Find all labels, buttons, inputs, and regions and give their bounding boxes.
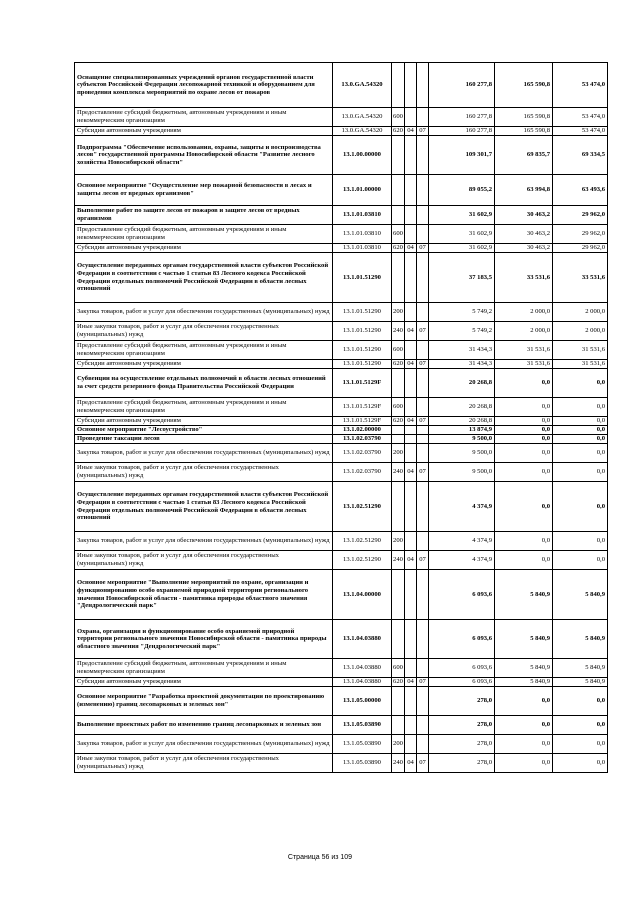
table-row [75, 127, 608, 136]
row-name: Иные закупки товаров, работ и услуг для обеспечения государственных (муниципальных) нужд [75, 551, 333, 570]
subsection-code [417, 225, 429, 244]
section-code [405, 687, 417, 716]
target-article-code: 13.1.05.00000 [333, 687, 392, 716]
amount-year-2: 63 994,8 [495, 175, 553, 206]
table-row [75, 303, 608, 322]
amount-year-1: 278,0 [429, 754, 495, 773]
section-code: 04 [405, 244, 417, 253]
amount-year-2: 5 840,9 [495, 659, 553, 678]
target-article-code: 13.1.05.03890 [333, 716, 392, 735]
target-article-code: 13.1.02.51290 [333, 532, 392, 551]
amount-year-1: 13 874,9 [429, 426, 495, 435]
expense-type-code [392, 620, 405, 659]
amount-year-1: 160 277,8 [429, 127, 495, 136]
amount-year-2: 5 840,9 [495, 570, 553, 620]
section-code [405, 444, 417, 463]
expense-type-code [392, 175, 405, 206]
subsection-code [417, 687, 429, 716]
section-code [405, 108, 417, 127]
expense-type-code: 240 [392, 322, 405, 341]
amount-year-3: 5 840,9 [553, 570, 608, 620]
row-name: Оснащение специализированных учреждений органов государственной власти субъектов Российской Федерации лесопожарной техникой и оборудованием для проведения комплекса мероприятий по охране лесов от пожаров [75, 63, 333, 108]
target-article-code: 13.1.02.03790 [333, 435, 392, 444]
expense-type-code [392, 435, 405, 444]
table-row [75, 570, 608, 620]
amount-year-1: 9 500,0 [429, 444, 495, 463]
amount-year-3: 31 531,6 [553, 360, 608, 369]
amount-year-2: 30 463,2 [495, 206, 553, 225]
amount-year-3: 29 962,0 [553, 206, 608, 225]
subsection-code: 07 [417, 417, 429, 426]
table-row [75, 175, 608, 206]
row-name: Закупка товаров, работ и услуг для обеспечения государственных (муниципальных) нужд [75, 444, 333, 463]
amount-year-3: 2 000,0 [553, 322, 608, 341]
expense-type-code: 600 [392, 225, 405, 244]
expense-type-code: 200 [392, 532, 405, 551]
amount-year-3: 69 334,5 [553, 136, 608, 175]
subsection-code [417, 136, 429, 175]
amount-year-3: 0,0 [553, 444, 608, 463]
amount-year-3: 53 474,0 [553, 108, 608, 127]
amount-year-1: 5 749,2 [429, 322, 495, 341]
section-code: 04 [405, 678, 417, 687]
section-code: 04 [405, 360, 417, 369]
expense-type-code [392, 716, 405, 735]
row-name: Иные закупки товаров, работ и услуг для обеспечения государственных (муниципальных) нужд [75, 322, 333, 341]
amount-year-2: 0,0 [495, 532, 553, 551]
section-code [405, 136, 417, 175]
amount-year-1: 5 749,2 [429, 303, 495, 322]
target-article-code: 13.1.02.51290 [333, 482, 392, 532]
table-row [75, 482, 608, 532]
row-name: Охрана, организация и функционирование особо охраняемой природной территории регионального значения Новосибирской области - памятника природы областного значения "Дендрологический парк" [75, 620, 333, 659]
section-code [405, 620, 417, 659]
amount-year-1: 20 268,8 [429, 369, 495, 398]
amount-year-2: 0,0 [495, 716, 553, 735]
section-code: 04 [405, 127, 417, 136]
subsection-code [417, 716, 429, 735]
table-row [75, 63, 608, 108]
amount-year-2: 30 463,2 [495, 244, 553, 253]
subsection-code: 07 [417, 322, 429, 341]
amount-year-3: 5 840,9 [553, 678, 608, 687]
amount-year-2: 165 590,8 [495, 63, 553, 108]
subsection-code [417, 532, 429, 551]
amount-year-1: 160 277,8 [429, 63, 495, 108]
table-row [75, 435, 608, 444]
section-code [405, 369, 417, 398]
row-name: Основное мероприятие "Лесоустройство" [75, 426, 333, 435]
target-article-code: 13.0.GA.54320 [333, 127, 392, 136]
amount-year-2: 5 840,9 [495, 620, 553, 659]
table-row [75, 426, 608, 435]
section-code [405, 398, 417, 417]
subsection-code [417, 482, 429, 532]
subsection-code [417, 206, 429, 225]
row-name: Осуществление переданных органам государственной власти субъектов Российской Федерации в соответствии с частью 1 статьи 83 Лесного кодекса Российской Федерации отдельных полномочий Российской Федерации в области лесных отношений [75, 482, 333, 532]
target-article-code: 13.1.01.5129F [333, 398, 392, 417]
target-article-code: 13.1.01.51290 [333, 253, 392, 303]
section-code [405, 570, 417, 620]
table-row [75, 206, 608, 225]
row-name: Выполнение работ по защите лесов от пожаров и защите лесов от вредных организмов [75, 206, 333, 225]
table-row [75, 360, 608, 369]
amount-year-3: 53 474,0 [553, 63, 608, 108]
row-name: Предоставление субсидий бюджетным, автономным учреждениям и иным некоммерческим организациям [75, 341, 333, 360]
expense-type-code: 600 [392, 108, 405, 127]
amount-year-3: 0,0 [553, 532, 608, 551]
expense-type-code: 240 [392, 754, 405, 773]
section-code: 04 [405, 417, 417, 426]
expense-type-code [392, 687, 405, 716]
amount-year-3: 0,0 [553, 687, 608, 716]
subsection-code: 07 [417, 678, 429, 687]
table-row [75, 136, 608, 175]
amount-year-2: 165 590,8 [495, 108, 553, 127]
amount-year-3: 0,0 [553, 754, 608, 773]
amount-year-1: 9 500,0 [429, 463, 495, 482]
expense-type-code [392, 136, 405, 175]
amount-year-3: 0,0 [553, 482, 608, 532]
target-article-code: 13.0.GA.54320 [333, 108, 392, 127]
target-article-code: 13.1.04.03880 [333, 678, 392, 687]
subsection-code: 07 [417, 244, 429, 253]
expense-type-code: 620 [393, 678, 403, 686]
subsection-code: 07 [417, 360, 429, 369]
row-name: Субвенции на осуществление отдельных полномочий в области лесных отношений за счет средств резервного фонда Правительства Российской Федерации [75, 369, 333, 398]
row-name: Основное мероприятие "Разработка проектной документации по проектированию (изменению) границ лесопарковых и зеленых зон" [75, 687, 333, 716]
expense-type-code: 600 [392, 659, 405, 678]
section-code [405, 303, 417, 322]
row-name: Субсидии автономным учреждениям [75, 678, 333, 687]
expense-type-code [392, 482, 405, 532]
amount-year-2: 31 531,6 [495, 360, 553, 369]
amount-year-3: 29 962,0 [553, 244, 608, 253]
amount-year-2: 0,0 [495, 551, 553, 570]
amount-year-3: 29 962,0 [553, 225, 608, 244]
row-name: Закупка товаров, работ и услуг для обеспечения государственных (муниципальных) нужд [75, 735, 333, 754]
amount-year-1: 278,0 [429, 735, 495, 754]
budget-table [74, 62, 608, 773]
amount-year-1: 4 374,9 [429, 532, 495, 551]
target-article-code: 13.1.04.03880 [333, 659, 392, 678]
expense-type-code: 620 [393, 244, 403, 252]
target-article-code: 13.1.05.03890 [333, 754, 392, 773]
amount-year-1: 160 277,8 [429, 108, 495, 127]
expense-type-code [392, 206, 405, 225]
amount-year-2: 69 835,7 [495, 136, 553, 175]
table-row [75, 225, 608, 244]
amount-year-1: 9 500,0 [429, 435, 495, 444]
section-code: 04 [405, 463, 417, 482]
section-code [405, 426, 417, 435]
amount-year-2: 0,0 [495, 687, 553, 716]
amount-year-1: 20 268,8 [429, 398, 495, 417]
row-name: Предоставление субсидий бюджетным, автономным учреждениям и иным некоммерческим организациям [75, 659, 333, 678]
amount-year-3: 53 474,0 [553, 127, 608, 136]
target-article-code: 13.1.02.00000 [333, 426, 392, 435]
row-name: Основное мероприятие "Осуществление мер пожарной безопасности в лесах и защиты лесов от вредных организмов" [75, 175, 333, 206]
section-code [405, 532, 417, 551]
amount-year-1: 6 093,6 [429, 570, 495, 620]
target-article-code: 13.1.01.51290 [333, 341, 392, 360]
amount-year-2: 0,0 [495, 463, 553, 482]
amount-year-2: 0,0 [495, 398, 553, 417]
target-article-code: 13.1.02.03790 [333, 463, 392, 482]
amount-year-2: 2 000,0 [495, 322, 553, 341]
subsection-code [417, 659, 429, 678]
subsection-code [417, 303, 429, 322]
section-code: 04 [405, 754, 417, 773]
target-article-code: 13.0.GA.54320 [333, 63, 392, 108]
amount-year-1: 31 434,3 [429, 341, 495, 360]
target-article-code: 13.1.01.03810 [333, 206, 392, 225]
amount-year-3: 5 840,9 [553, 620, 608, 659]
row-name: Закупка товаров, работ и услуг для обеспечения государственных (муниципальных) нужд [75, 532, 333, 551]
row-name: Иные закупки товаров, работ и услуг для обеспечения государственных (муниципальных) нужд [75, 754, 333, 773]
amount-year-1: 6 093,6 [429, 659, 495, 678]
amount-year-2: 33 531,6 [495, 253, 553, 303]
section-code: 04 [405, 322, 417, 341]
expense-type-code: 240 [392, 551, 405, 570]
section-code [405, 341, 417, 360]
section-code [405, 63, 417, 108]
target-article-code: 13.1.01.5129F [333, 417, 392, 426]
row-name: Субсидии автономным учреждениям [75, 244, 333, 253]
amount-year-2: 0,0 [495, 369, 553, 398]
table-row [75, 253, 608, 303]
amount-year-1: 20 268,8 [429, 417, 495, 426]
table-row [75, 341, 608, 360]
row-name: Предоставление субсидий бюджетным, автономным учреждениям и иным некоммерческим организациям [75, 225, 333, 244]
amount-year-2: 2 000,0 [495, 303, 553, 322]
row-name: Субсидии автономным учреждениям [75, 417, 333, 426]
section-code [405, 175, 417, 206]
subsection-code [417, 435, 429, 444]
subsection-code [417, 63, 429, 108]
amount-year-3: 31 531,6 [553, 341, 608, 360]
section-code [405, 716, 417, 735]
target-article-code: 13.1.02.03790 [333, 444, 392, 463]
amount-year-3: 33 531,6 [553, 253, 608, 303]
target-article-code: 13.1.01.51290 [333, 322, 392, 341]
amount-year-1: 4 374,9 [429, 551, 495, 570]
amount-year-1: 31 602,9 [429, 206, 495, 225]
amount-year-3: 0,0 [553, 463, 608, 482]
expense-type-code: 240 [392, 463, 405, 482]
amount-year-2: 0,0 [495, 754, 553, 773]
amount-year-1: 6 093,6 [429, 678, 495, 687]
table-row [75, 369, 608, 398]
amount-year-3: 0,0 [553, 735, 608, 754]
target-article-code: 13.1.04.00000 [333, 570, 392, 620]
target-article-code: 13.1.01.03810 [333, 225, 392, 244]
subsection-code [417, 108, 429, 127]
expense-type-code [392, 63, 405, 108]
table-row [75, 735, 608, 754]
subsection-code: 07 [417, 463, 429, 482]
amount-year-3: 5 840,9 [553, 659, 608, 678]
amount-year-2: 0,0 [495, 435, 553, 444]
amount-year-3: 0,0 [553, 398, 608, 417]
target-article-code: 13.1.01.5129F [333, 369, 392, 398]
subsection-code [417, 253, 429, 303]
amount-year-3: 0,0 [553, 716, 608, 735]
row-name: Осуществление переданных органам государственной власти субъектов Российской Федерации в соответствии с частью 1 статьи 83 Лесного кодекса Российской Федерации отдельных полномочий Российской Федерации в области лесных отношений [75, 253, 333, 303]
expense-type-code: 200 [392, 303, 405, 322]
amount-year-2: 0,0 [495, 482, 553, 532]
amount-year-1: 37 183,5 [429, 253, 495, 303]
table-row [75, 659, 608, 678]
subsection-code [417, 735, 429, 754]
expense-type-code: 200 [392, 444, 405, 463]
table-row [75, 398, 608, 417]
amount-year-3: 0,0 [553, 435, 608, 444]
table-row [75, 620, 608, 659]
amount-year-1: 89 055,2 [429, 175, 495, 206]
amount-year-3: 0,0 [553, 417, 608, 426]
expense-type-code: 620 [393, 417, 403, 425]
target-article-code: 13.1.01.00000 [333, 175, 392, 206]
amount-year-3: 2 000,0 [553, 303, 608, 322]
section-code [405, 435, 417, 444]
expense-type-code: 620 [393, 360, 403, 368]
amount-year-1: 31 602,9 [429, 225, 495, 244]
table-row [75, 716, 608, 735]
amount-year-2: 0,0 [495, 417, 553, 426]
amount-year-3: 0,0 [553, 426, 608, 435]
row-name: Закупка товаров, работ и услуг для обеспечения государственных (муниципальных) нужд [75, 303, 333, 322]
target-article-code: 13.1.01.03810 [333, 244, 392, 253]
page-number: Страница 56 из 109 [287, 854, 353, 861]
subsection-code [417, 570, 429, 620]
amount-year-1: 109 301,7 [429, 136, 495, 175]
subsection-code [417, 444, 429, 463]
expense-type-code [392, 369, 405, 398]
subsection-code [417, 398, 429, 417]
section-code [405, 735, 417, 754]
expense-type-code: 600 [392, 341, 405, 360]
row-name: Субсидии автономным учреждениям [75, 127, 333, 136]
section-code [405, 482, 417, 532]
amount-year-2: 31 531,6 [495, 341, 553, 360]
amount-year-3: 0,0 [553, 551, 608, 570]
row-name: Субсидии автономным учреждениям [75, 360, 333, 369]
amount-year-1: 31 434,3 [429, 360, 495, 369]
table-row [75, 108, 608, 127]
target-article-code: 13.1.00.00000 [333, 136, 392, 175]
target-article-code: 13.1.01.51290 [333, 303, 392, 322]
amount-year-2: 0,0 [495, 426, 553, 435]
subsection-code: 07 [417, 127, 429, 136]
expense-type-code [392, 253, 405, 303]
section-code: 04 [405, 551, 417, 570]
amount-year-2: 5 840,9 [495, 678, 553, 687]
subsection-code: 07 [417, 551, 429, 570]
table-row [75, 463, 608, 482]
amount-year-1: 6 093,6 [429, 620, 495, 659]
row-name: Выполнение проектных работ по изменению границ лесопарковых и зеленых зон [75, 716, 333, 735]
subsection-code [417, 341, 429, 360]
amount-year-3: 0,0 [553, 369, 608, 398]
table-row [75, 754, 608, 773]
amount-year-3: 63 493,6 [553, 175, 608, 206]
amount-year-2: 0,0 [495, 735, 553, 754]
target-article-code: 13.1.04.03880 [333, 620, 392, 659]
subsection-code [417, 175, 429, 206]
row-name: Основное мероприятие "Выполнение мероприятий по охране, организации и функционированию особо охраняемой природной территории регионального значения Новосибирской области - памятника природы областного значения "Дендрологический парк" [75, 570, 333, 620]
row-name: Предоставление субсидий бюджетным, автономным учреждениям и иным некоммерческим организациям [75, 398, 333, 417]
table-row [75, 687, 608, 716]
amount-year-1: 278,0 [429, 687, 495, 716]
table-row [75, 417, 608, 426]
subsection-code: 07 [417, 754, 429, 773]
amount-year-1: 278,0 [429, 716, 495, 735]
amount-year-1: 4 374,9 [429, 482, 495, 532]
table-row [75, 532, 608, 551]
expense-type-code: 600 [392, 398, 405, 417]
row-name: Предоставление субсидий бюджетным, автономным учреждениям и иным некоммерческим организациям [75, 108, 333, 127]
target-article-code: 13.1.01.51290 [333, 360, 392, 369]
expense-type-code: 200 [392, 735, 405, 754]
expense-type-code [392, 570, 405, 620]
row-name: Подпрограмма "Обеспечение использования, охраны, защиты и воспроизводства лесов" государственной программы Новосибирской области "Развитие лесного хозяйства Новосибирской области" [75, 136, 333, 175]
table-row [75, 444, 608, 463]
table-row [75, 678, 608, 687]
row-name: Иные закупки товаров, работ и услуг для обеспечения государственных (муниципальных) нужд [75, 463, 333, 482]
section-code [405, 659, 417, 678]
section-code [405, 206, 417, 225]
subsection-code [417, 620, 429, 659]
section-code [405, 225, 417, 244]
amount-year-2: 30 463,2 [495, 225, 553, 244]
target-article-code: 13.1.05.03890 [333, 735, 392, 754]
subsection-code [417, 369, 429, 398]
section-code [405, 253, 417, 303]
table-row [75, 551, 608, 570]
table-row [75, 322, 608, 341]
expense-type-code: 620 [393, 127, 403, 135]
row-name: Проведение таксации лесов [75, 435, 333, 444]
amount-year-2: 0,0 [495, 444, 553, 463]
target-article-code: 13.1.02.51290 [333, 551, 392, 570]
amount-year-2: 165 590,8 [495, 127, 553, 136]
table-row [75, 244, 608, 253]
subsection-code [417, 426, 429, 435]
expense-type-code [392, 426, 405, 435]
amount-year-1: 31 602,9 [429, 244, 495, 253]
